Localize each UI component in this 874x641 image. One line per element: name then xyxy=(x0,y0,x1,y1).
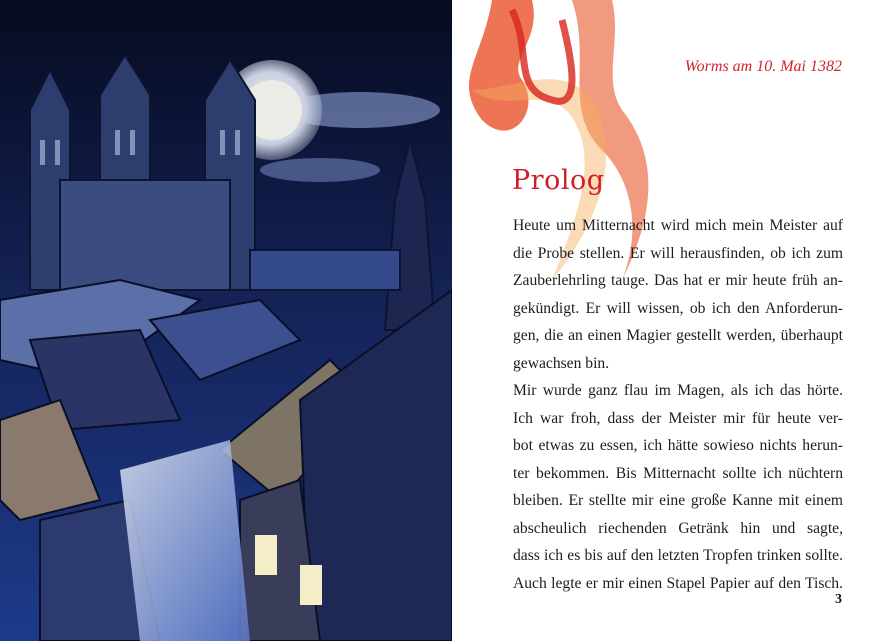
chapter-title: Prolog xyxy=(512,165,605,196)
street xyxy=(120,440,250,641)
text-line: Auch legte er mir einen Stapel Papier auf den Tisch. xyxy=(513,574,843,592)
text-line: dass ich es bis auf den letzten Tropfen trinken sollte. xyxy=(513,547,843,564)
text-line: die Probe stellen. Er will herausfinden, ob ich zum xyxy=(513,244,843,262)
text-line: abscheulich riechenden Getränk hin und sagte, xyxy=(513,519,843,537)
page-number: 3 xyxy=(835,592,842,607)
text-line: ter bekommen. Bis Mitternacht sollte ich nüchtern xyxy=(513,464,843,482)
text-line: bot etwas zu essen, ich hätte sowieso nichts herun- xyxy=(513,437,843,454)
text-line: Zauberlehrling tauge. Das hat er mir heute früh an- xyxy=(513,272,843,289)
text-line: bleiben. Er stellte mir eine große Kanne mit einem xyxy=(513,492,843,509)
date-line: Worms am 10. Mai 1382 xyxy=(684,58,842,75)
text-line: gewachsen bin. xyxy=(513,354,610,372)
text-line: Mir wurde ganz flau im Magen, als ich das hörte. xyxy=(513,382,843,399)
cloud xyxy=(260,158,380,182)
text-line: gekündigt. Er will wissen, ob ich den Anforderun- xyxy=(513,299,843,317)
book-page xyxy=(452,0,874,641)
text-line: gen, die an einen Magier gestellt werden, überhaupt xyxy=(513,327,843,344)
text-line: Heute um Mitternacht wird mich mein Meister auf xyxy=(513,217,843,234)
text-line: Ich war froh, dass der Meister mir für heute ver- xyxy=(513,409,843,427)
